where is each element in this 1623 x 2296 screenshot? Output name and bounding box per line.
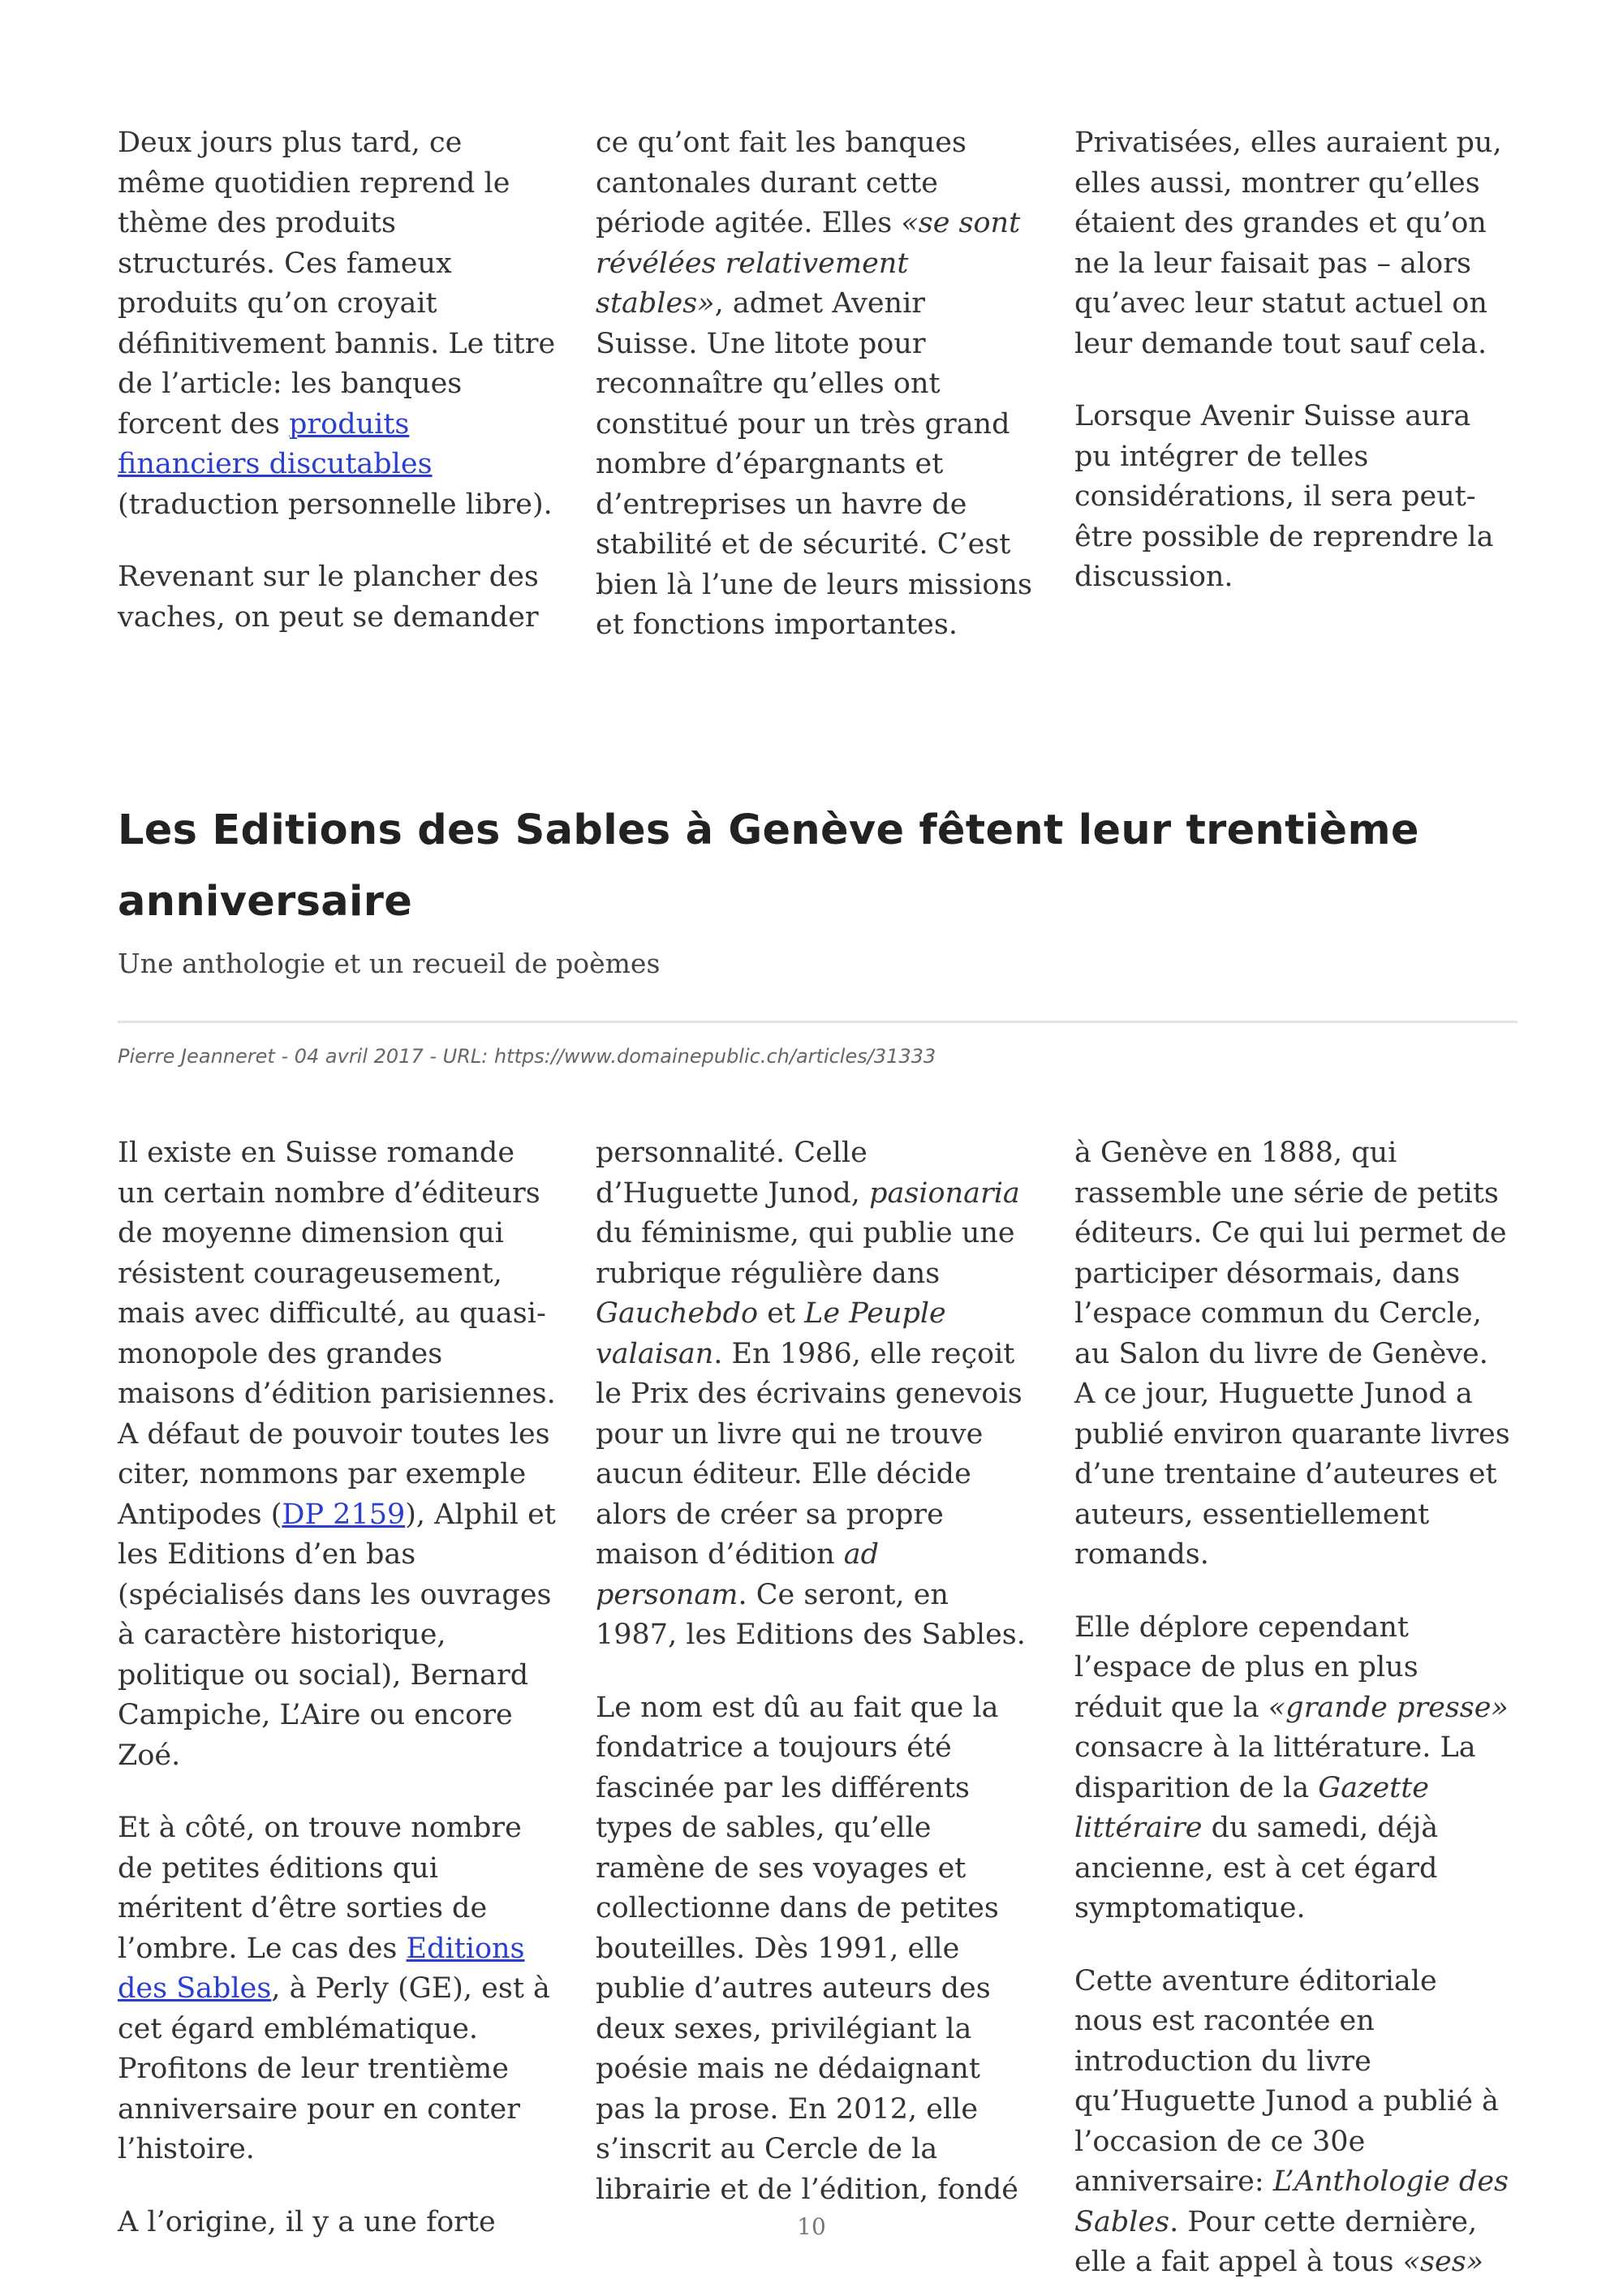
paragraph: Elle déplore cependant l’espace de plus en plus réduit que la «grande presse» consacre à la littérature. La disparition de la Gazette littéraire du samedi, déjà ancienne, est à cet égard symptomatique. <box>1074 1610 1509 1924</box>
paragraph: Et à côté, on trouve nombre de petites éditions qui méritent d’être sorties de l’ombre. Le cas des Editions des Sables, à Perly (GE), est à cet égard emblématique. Profitons de leur trentième anniversaire pour en conter l’histoire. <box>118 1812 550 2165</box>
link-editions-des-sables[interactable]: Editions des Sables <box>118 1932 525 2005</box>
paragraph: personnalité. Celle d’Huguette Junod, pasionaria du féminisme, qui publie une rubrique régulière dans Gauchebdo et Le Peuple valaisan. En 1986, elle reçoit le Prix des écrivains genevois pour un livre qui ne trouve aucun éditeur. Elle décide alors de créer sa propre maison d’édition ad personam. Ce seront, en 1987, les Editions des Sables. <box>596 1137 1026 1651</box>
link-produits-financiers[interactable]: produits financiers discutables <box>118 407 433 480</box>
divider <box>118 1021 1518 1023</box>
paragraph: Cette aventure éditoriale nous est racontée en introduction du livre qu’Huguette Junod a publié à l’occasion de ce 30e anniversaire: L’Anthologie des Sables. Pour cette dernière, elle a fait appel à tous «ses» <box>1074 1964 1509 2278</box>
link-dp-2159[interactable]: DP 2159 <box>282 1498 406 1531</box>
paragraph: A l’origine, il y a une forte <box>118 2205 496 2238</box>
article-meta: Pierre Jeanneret - 04 avril 2017 - URL: https://www.domainepublic.ch/articles/31333 <box>118 1045 936 1068</box>
page-number: 10 <box>797 2213 826 2240</box>
paragraph: Le nom est dû au fait que la fondatrice a toujours été fascinée par les différents types de sables, qu’elle ramène de ses voyages et collectionne dans de petites bouteilles. Dès 1991, elle publie d’autres auteurs des deux sexes, privilégiant la poésie mais ne dédaignant pas la prose. En 2012, elle s’inscrit au Cercle de la librairie et de l’édition, fondé <box>596 1691 1018 2206</box>
paragraph: Revenant sur le plancher des vaches, on peut se demander <box>118 561 539 634</box>
paragraph: Lorsque Avenir Suisse aura pu intégrer de telles considérations, il sera peut-être possible de reprendre la discussion. <box>1074 400 1494 593</box>
article2-column-2 <box>596 1133 1034 2210</box>
article-title: Les Editions des Sables à Genève fêtent leur trentième anniversaire <box>118 806 1419 926</box>
paragraph: ce qu’ont fait les banques cantonales durant cette période agitée. Elles «se sont révélées relativement stables», admet Avenir Suisse. Une litote pour reconnaître qu’elles ont constitué pour un très grand nombre d’épargnants et d’entreprises un havre de stabilité et de sécurité. C’est bien là l’une de leurs missions et fonctions importantes. <box>596 127 1032 641</box>
paragraph: Privatisées, elles auraient pu, elles aussi, montrer qu’elles étaient des grandes et qu’on ne la leur faisait pas – alors qu’avec leur statut actuel on leur demande tout sauf cela. <box>1074 127 1502 360</box>
article2-column-3 <box>1074 1133 1513 2283</box>
article2-column-1 <box>118 1133 556 2242</box>
article1-column-3 <box>1074 123 1513 598</box>
paragraph: à Genève en 1888, qui rassemble une série de petits éditeurs. Ce qui lui permet de participer désormais, dans l’espace commun du Cercle, au Salon du livre de Genève. A ce jour, Huguette Junod a publié environ quarante livres d’une trentaine d’auteures et auteurs, essentiellement romands. <box>1074 1137 1510 1571</box>
paragraph: Il existe en Suisse romande un certain nombre d’éditeurs de moyenne dimension qui résistent courageusement, mais avec difficulté, au quasi-monopole des grandes maisons d’édition parisiennes. A défaut de pouvoir toutes les citer, nommons par exemple Antipodes (DP 2159), Alphil et les Editions d’en bas (spécialisés dans les ouvrages à caractère historique, politique ou social), Bernard Campiche, L’Aire ou encore Zoé. <box>118 1137 556 1772</box>
article-subtitle: Une anthologie et un recueil de poèmes <box>118 948 661 979</box>
article1-column-2 <box>596 123 1034 646</box>
article1-column-1 <box>118 123 556 638</box>
paragraph: Deux jours plus tard, ce même quotidien reprend le thème des produits structurés. Ces fameux produits qu’on croyait définitivement bannis. Le titre de l’article: les banques forcent des produits financiers discutables (traduction personnelle libre). <box>118 127 556 521</box>
